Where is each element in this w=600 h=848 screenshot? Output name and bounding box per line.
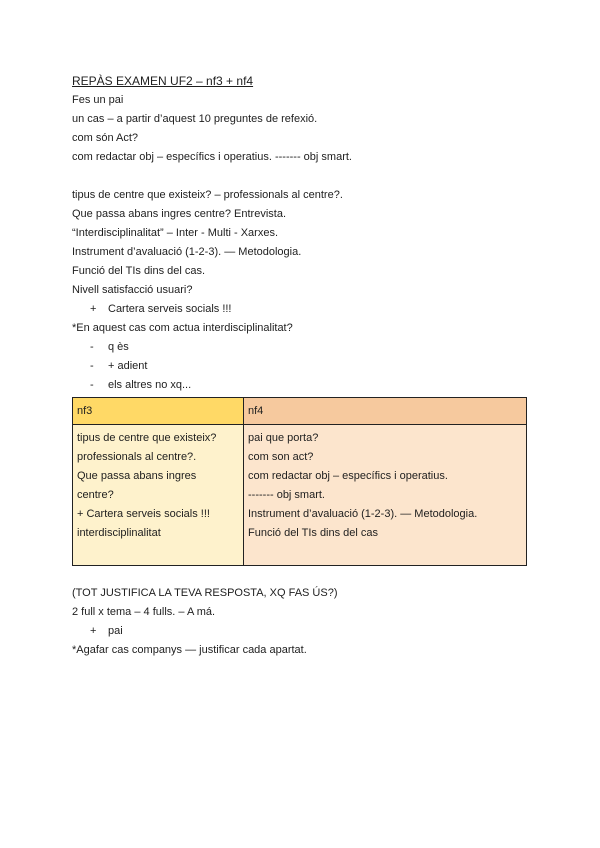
table-cell-nf4 — [244, 425, 527, 566]
list-item — [72, 357, 532, 376]
cell-line: pai que porta? — [248, 432, 319, 444]
text-line: Instrument d’avaluació (1-2-3). — Metodologia. — [72, 246, 302, 258]
text-line: (TOT JUSTIFICA LA TEVA RESPOSTA, XQ FAS ÚS?) — [72, 587, 338, 599]
cell-line: com son act? — [248, 451, 314, 463]
text-line: tipus de centre que existeix? – professionals al centre?. — [72, 189, 343, 201]
spacer — [72, 167, 532, 186]
list-item-text: q ès — [108, 341, 129, 353]
cell-line: Instrument d’avaluació (1-2-3). — Metodologia. — [248, 508, 478, 520]
text-line: “Interdisciplinalitat” – Inter - Multi - Xarxes. — [72, 227, 279, 239]
list-item — [72, 376, 532, 395]
question-line: *En aquest cas com actua interdisciplinalitat? — [72, 322, 293, 334]
table-header-nf3: nf3 — [73, 398, 244, 425]
document-page — [72, 72, 532, 660]
nf-comparison-table — [72, 397, 527, 566]
text-line: com són Act? — [72, 132, 139, 144]
dash-bullet: - — [90, 379, 94, 391]
cell-line: Que passa abans ingres — [77, 470, 197, 482]
text-line: 2 full x tema – 4 fulls. – A má. — [72, 606, 216, 618]
cell-line: Funció del TIs dins del cas — [248, 527, 379, 539]
bullet-item — [72, 622, 532, 641]
page-title: REPÀS EXAMEN UF2 – nf3 + nf4 — [72, 74, 254, 88]
list-item-text: + adient — [108, 360, 148, 372]
text-line: Nivell satisfacció usuari? — [72, 284, 193, 296]
plus-bullet: + — [90, 303, 97, 315]
text-line: Funció del TIs dins del cas. — [72, 265, 206, 277]
text-line: Que passa abans ingres centre? Entrevista. — [72, 208, 287, 220]
text-line: *Agafar cas companys — justificar cada apartat. — [72, 644, 307, 656]
text-line: com redactar obj – específics i operatius. ------- obj smart. — [72, 151, 352, 163]
list-item — [72, 338, 532, 357]
text-line: Fes un pai — [72, 94, 124, 106]
cell-line: + Cartera serveis socials !!! — [77, 508, 210, 520]
bullet-text: pai — [108, 625, 123, 637]
bullet-item — [72, 300, 532, 319]
cell-line: com redactar obj – específics i operatius. — [248, 470, 448, 482]
dash-bullet: - — [90, 341, 94, 353]
dash-bullet: - — [90, 360, 94, 372]
cell-line: professionals al centre?. — [77, 451, 197, 463]
bullet-text: Cartera serveis socials !!! — [108, 303, 232, 315]
cell-line: ------- obj smart. — [248, 489, 325, 501]
list-item-text: els altres no xq... — [108, 379, 192, 391]
table-header-row — [73, 398, 527, 425]
cell-line: centre? — [77, 489, 114, 501]
plus-bullet: + — [90, 625, 97, 637]
cell-line: interdisciplinalitat — [77, 527, 161, 539]
table-row — [73, 425, 527, 566]
text-line: un cas – a partir d’aquest 10 preguntes de refexió. — [72, 113, 318, 125]
table-header-nf4: nf4 — [244, 398, 527, 425]
table-cell-nf3 — [73, 425, 244, 566]
cell-line: tipus de centre que existeix? — [77, 432, 217, 444]
